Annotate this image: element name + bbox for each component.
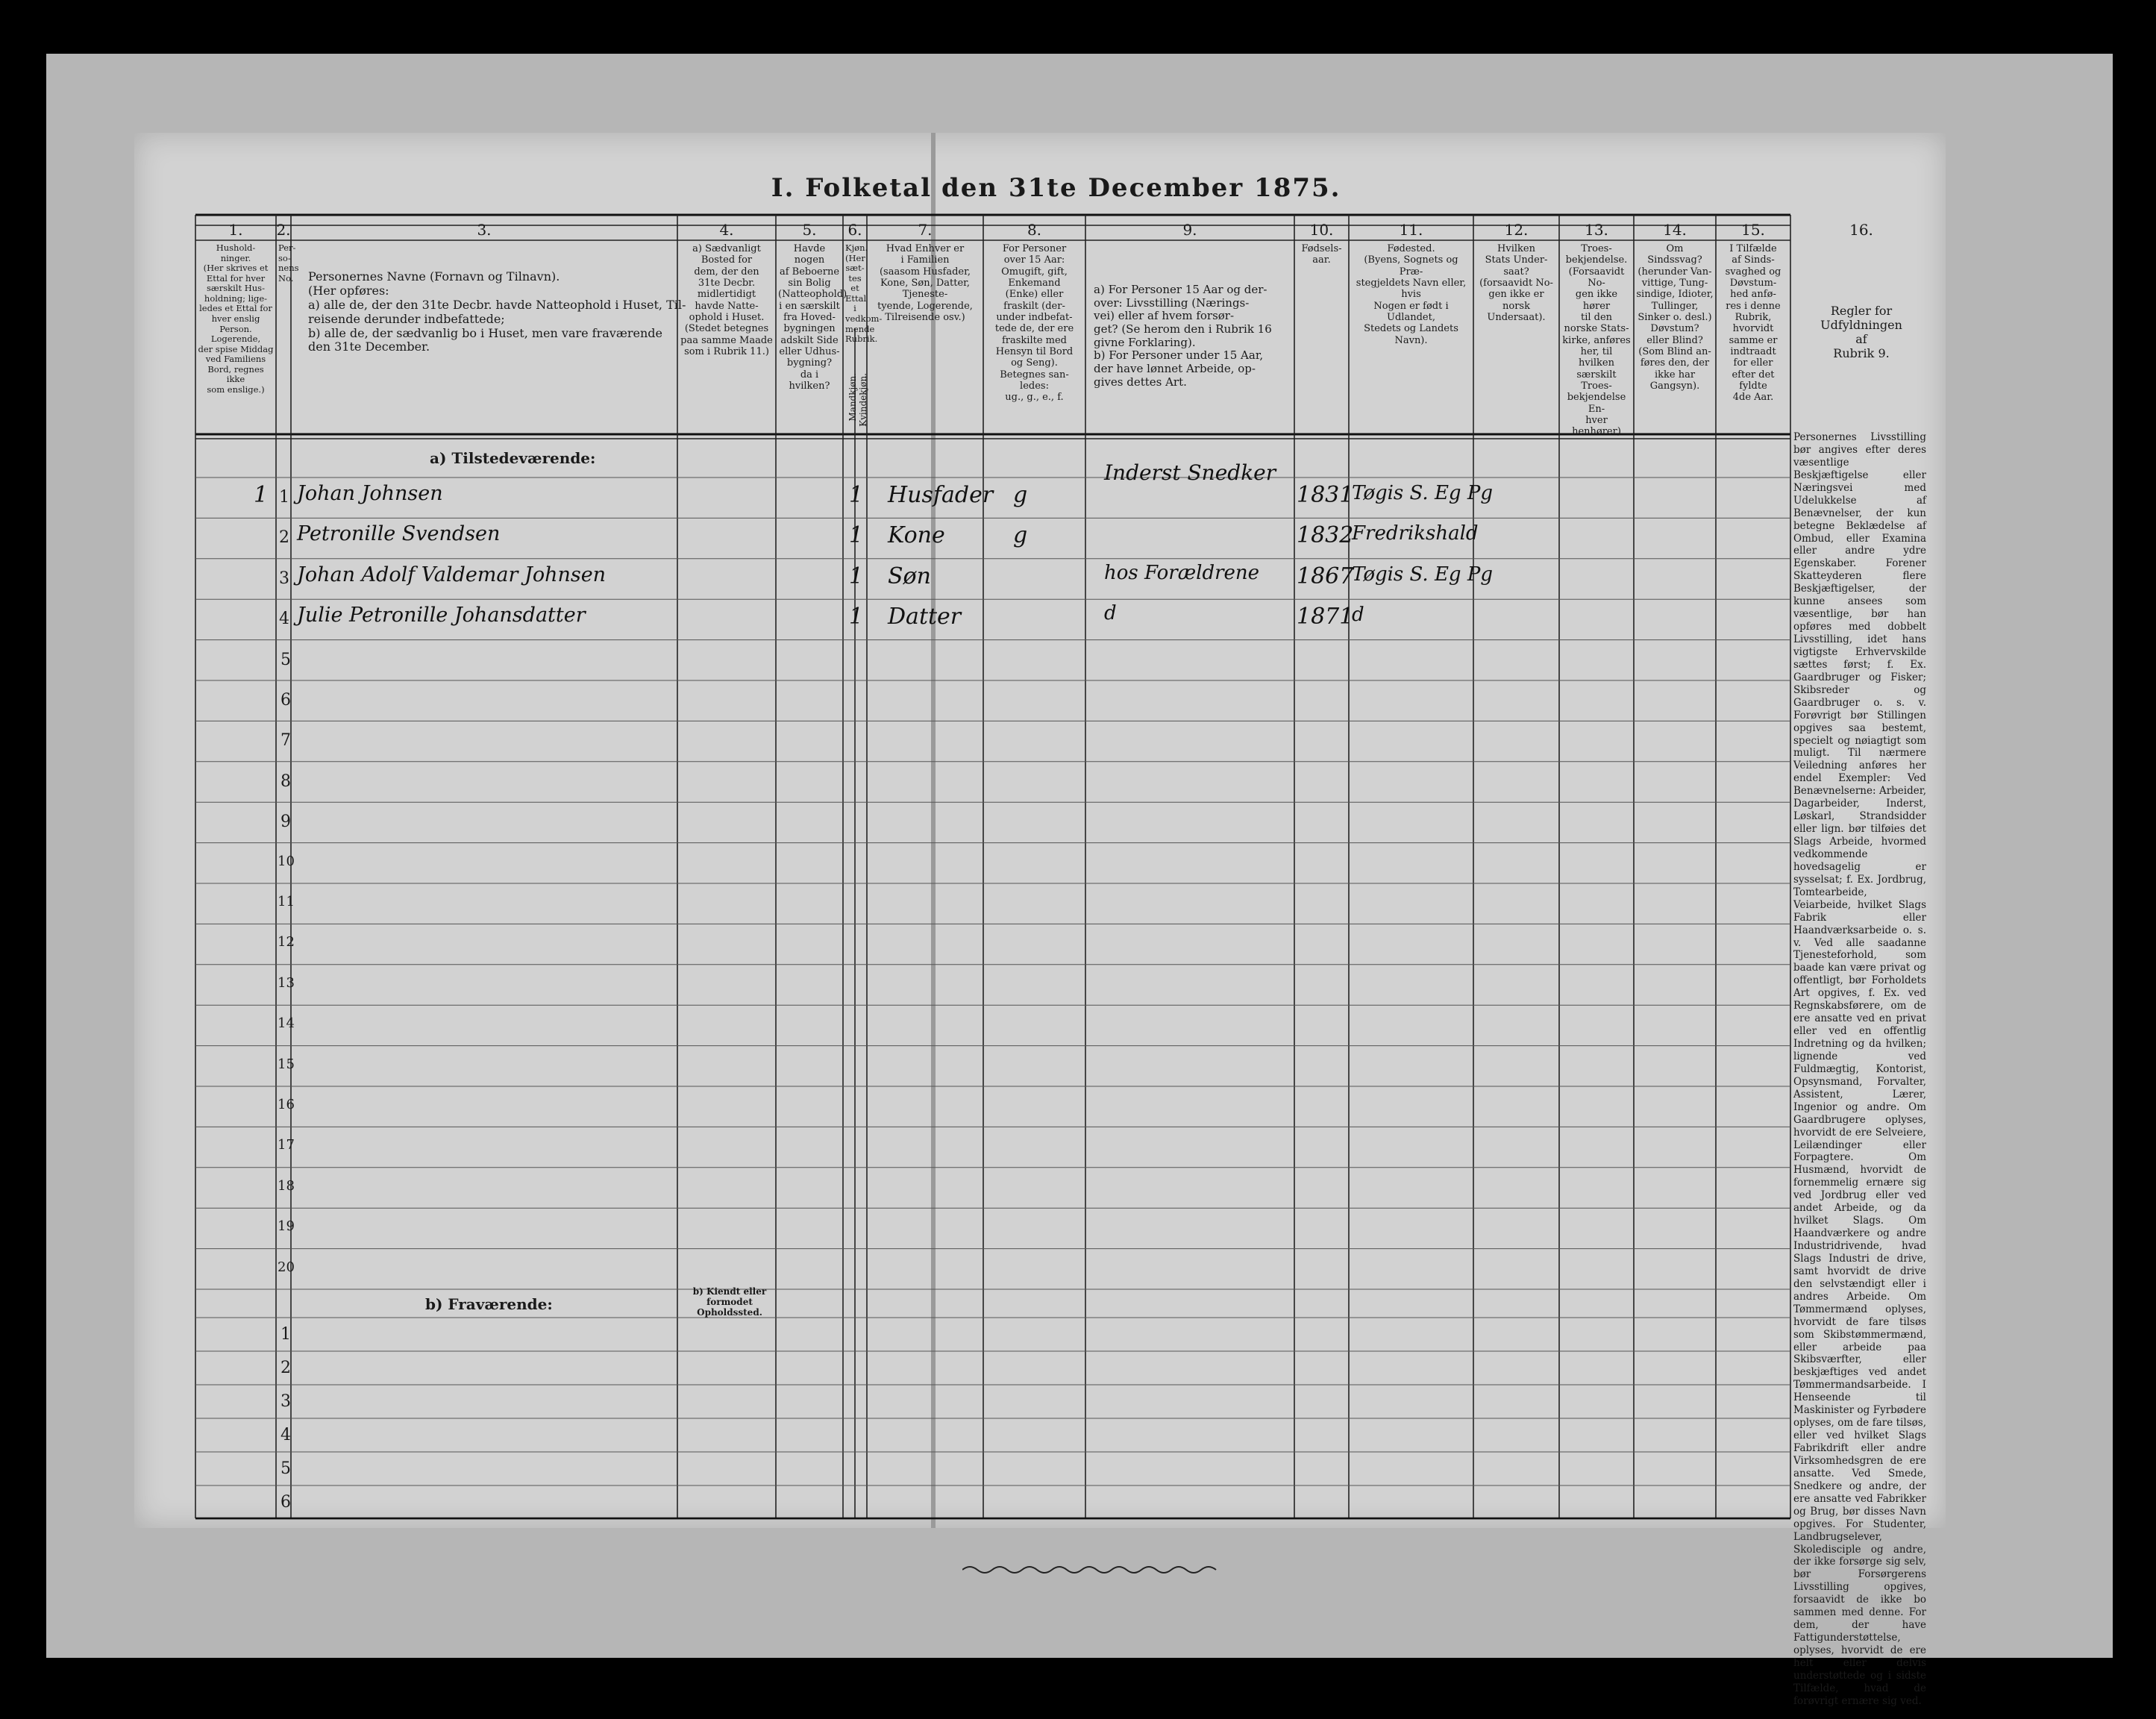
present-section-label: a) Tilstedeværende: bbox=[430, 449, 596, 467]
family-role: Husfader bbox=[888, 482, 994, 508]
family-role: Kone bbox=[888, 522, 945, 549]
occupation: hos Forældrene bbox=[1104, 561, 1260, 584]
kjon-male-label: Mandkjøn. bbox=[847, 373, 858, 422]
column-header-6: Kjøn. (Her sæt- tes et Ettal i vedkom- mende Rubrik. bbox=[845, 242, 883, 345]
row-number: 8 bbox=[281, 771, 291, 791]
row-number: 5 bbox=[281, 650, 291, 669]
row-number: 12 bbox=[278, 934, 295, 951]
household-mark: 1 bbox=[254, 482, 269, 508]
absent-row-number: 4 bbox=[281, 1426, 291, 1444]
row-number: 14 bbox=[278, 1015, 295, 1032]
occupation: Inderst Snedker bbox=[1104, 460, 1276, 485]
row-number: 16 bbox=[278, 1097, 295, 1112]
absent-row-number: 1 bbox=[281, 1325, 291, 1344]
column-number-8: 8. bbox=[1027, 221, 1042, 239]
row-number: 7 bbox=[281, 731, 291, 751]
title-right: den 31te December 1875. bbox=[941, 173, 1341, 203]
birth-year: 1831 bbox=[1297, 482, 1354, 508]
column-number-1: 1. bbox=[228, 221, 243, 239]
row-number: 1 bbox=[279, 488, 289, 507]
absent-row-number: 3 bbox=[281, 1392, 291, 1411]
row-number: 2 bbox=[279, 528, 289, 548]
column-number-3: 3. bbox=[477, 221, 492, 239]
row-number: 9 bbox=[281, 812, 291, 832]
column-number-12: 12. bbox=[1504, 221, 1529, 239]
column-number-9: 9. bbox=[1182, 221, 1197, 239]
column-number-15: 15. bbox=[1741, 221, 1765, 239]
column-header-1: Hushold- ninger. (Her skrives et Ettal for hver særskilt Hus- holdning; lige- ledes et Ettal for hver enslig Person. Logerende, der spise Middag ved Familiens Bord, regnes ikke som enslige.) bbox=[198, 242, 274, 395]
row-number: 15 bbox=[278, 1056, 295, 1072]
title-left: I. Folketal bbox=[771, 173, 932, 203]
civil-status: g bbox=[1013, 482, 1028, 508]
row-number: 3 bbox=[279, 569, 289, 588]
column-header-11: Fødested. (Byens, Sognets og Præ- stegjeldets Navn eller, hvis Nogen er født i Udlandet, Stedets og Landets Navn). bbox=[1356, 243, 1467, 346]
person-name: Johan Johnsen bbox=[297, 482, 443, 505]
absent-row-number: 2 bbox=[281, 1359, 291, 1377]
absent-section-label: b) Fraværende: bbox=[425, 1295, 553, 1313]
row-number: 19 bbox=[278, 1218, 295, 1235]
column-header-14: Om Sindssvag? (herunder Van- vittige, Tung- sindige, Idioter, Tullinger, Sinker o. desl.) Døvstum? eller Blind? (Som Blind an- føres den, der ikke har Gangsyn). bbox=[1636, 243, 1714, 392]
column-header-10: Fødsels- aar. bbox=[1301, 243, 1342, 266]
sex-mark: 1 bbox=[849, 563, 864, 589]
absent-col4-label: b) Kiendt eller formodet Opholdssted. bbox=[692, 1286, 767, 1318]
column-number-5: 5. bbox=[802, 221, 817, 239]
sex-mark: 1 bbox=[849, 604, 864, 630]
person-name: Julie Petronille Johansdatter bbox=[297, 604, 586, 627]
row-number: 4 bbox=[279, 610, 289, 629]
column-header-5: Havde nogen af Beboerne sin Bolig (Natteophold) i en særskilt fra Hoved- bygningen adskilt Side eller Udhus- bygning? da i hvilken? bbox=[778, 243, 847, 392]
row-number: 18 bbox=[278, 1177, 295, 1194]
column-number-16: 16. bbox=[1849, 221, 1873, 239]
column-header-9: a) For Personer 15 Aar og der- over: Livsstilling (Nærings- vei) eller af hvem forsør- get? (Se herom den i Rubrik 16 givne Forklaring). b) For Personer under 15 Aar, der have lønnet Arbeide, op- gives dettes Art. bbox=[1094, 283, 1272, 389]
column-number-7: 7. bbox=[918, 221, 933, 239]
row-number: 11 bbox=[278, 894, 295, 909]
column-header-7: Hvad Enhver er i Familien (saasom Husfader, Kone, Søn, Datter, Tjeneste- tyende, Logerende, Tilreisende osv.) bbox=[877, 243, 973, 323]
instructions-text: Personernes Livsstilling bør angives efter deres væsentlige Beskjæftigelse eller Næringsvei med Udelukkelse af Benævnelser, der kun betegne Beklædelse af Ombud, eller Examina eller andre ydre Egenskaber. Forener Skatteyderen flere Beskjæftigelser, der kunne ansees som væsentlige, bør han opføres med dobbelt Livsstilling, idet hans vigtigste Erhvervskilde sættes først; f. Ex. Gaardbruger og Fisker; Skibsreder og Gaardbruger o. s. v. Forøvrigt bør Stillingen opgives saa bestemt, specielt og nøiagtigt som muligt. Til nærmere Veiledning anføres her endel Exempler: Ved Benævnelserne: Arbeider, Dagarbeider, Inderst, Løskarl, Strandsidder eller lign. bør tilføies det Slags Arbeide, hvormed vedkommende hovedsagelig er sysselsat; f. Ex. Jordbrug, Tomtearbeide, Veiarbeide, hvilket Slags Fabrik eller Haandværksarbeide o. s. v. Ved alle saadanne Tjenesteforhold, som baade kan være privat og offentligt, bør Forholdets Art opgives, f. Ex. ved Regnskabsførere, om de ere ansatte ved en privat eller ved en offentlig Indretning og da hvilken; lignende ved Fuldmægtig, Kontorist, Opsynsmand, Forvalter, Assistent, Lærer, Ingenior og andre. Om Gaardbrugere oplyses, hvorvidt de ere Selveiere, Leilændinger eller Forpagtere. Om Husmænd, hvorvidt de fornemmelig ernære sig ved Jordbrug eller ved andet Arbeide, og da hvilket Slags. Om Haandværkere og andre Industridrivende, hvad Slags Industri de drive, samt hvorvidt de drive den selvstændigt eller i andres Arbeide. Om Tømmermænd oplyses, hvorvidt de fare tilsøs som Skibstømmermænd, eller arbeide paa Skibsværfter, eller beskjæftiges ved andet Tømmermandsarbeide. I Henseende til Maskinister og Fyrbødere oplyses, om de fare tilsøs, eller ved hvilket Slags Fabrikdrift eller andre Virksomhedsgren de ere ansatte. Ved Smede, Snedkere og andre, der ere ansatte ved Fabrikker og Brug, bør disses Navn opgives. For Studenter, Landbrugselever, Skoledisciple og andre, der ikke forsørge sig selv, bør Forsørgerens Livsstilling opgives, forsaavidt de ikke bo sammen med denne. For dem, der have Fattigunderstøttelse, oplyses, hvorvidt de ere helt eller delvis understøttede og i sidste Tilfælde, hvad de forøvrigt ernære sig ved. bbox=[1793, 431, 1926, 1707]
column-header-2: Per- so- nens No. bbox=[278, 242, 299, 284]
column-number-14: 14. bbox=[1663, 221, 1687, 239]
column-header-8: For Personer over 15 Aar: Omugift, gift, Enkemand (Enke) eller fraskilt (der- under indbefat- tede de, der ere fraskilte med Hensyn til Bord og Seng). Betegnes san- ledes: ug., g., e., f. bbox=[994, 243, 1074, 404]
birthplace: d bbox=[1352, 604, 1364, 627]
birthplace: Tøgis S. Eg Pg bbox=[1352, 563, 1493, 586]
kjon-female-label: Kvindekjøn. bbox=[858, 373, 868, 427]
column-header-4: a) Sædvanligt Bosted for dem, der den 31te Decbr. midlertidigt havde Natte- ophold i Huset. (Stedet betegnes paa samme Maade som i Rubrik 11.) bbox=[680, 243, 773, 357]
column-header-16: Regler for Udfyldningen af Rubrik 9. bbox=[1820, 304, 1902, 360]
occupation: d bbox=[1104, 602, 1117, 625]
birth-year: 1867 bbox=[1297, 563, 1354, 589]
column-header-3: Personernes Navne (Fornavn og Tilnavn). (Her opføres: a) alle de, der den 31te Decbr. havde Natteophold i Huset, Til- reisende derunder indbefattede; b) alle de, der sædvanlig bo i Huset, men vare fraværende den 31te December. bbox=[308, 269, 686, 354]
column-number-13: 13. bbox=[1585, 221, 1608, 239]
column-header-12: Hvilken Stats Under- saat? (forsaavidt No- gen ikke er norsk Undersaat). bbox=[1479, 243, 1553, 323]
bottom-scribble bbox=[962, 1564, 1223, 1574]
birth-year: 1832 bbox=[1297, 522, 1354, 549]
family-role: Søn bbox=[888, 563, 931, 589]
sex-mark: 1 bbox=[849, 482, 864, 508]
absent-row-number: 5 bbox=[281, 1459, 291, 1478]
birthplace: Fredrikshald bbox=[1352, 522, 1479, 545]
birth-year: 1871 bbox=[1297, 604, 1354, 630]
column-number-11: 11. bbox=[1399, 221, 1423, 239]
column-number-4: 4. bbox=[719, 221, 734, 239]
civil-status: g bbox=[1013, 522, 1028, 549]
absent-row-number: 6 bbox=[281, 1493, 291, 1512]
sex-mark: 1 bbox=[849, 522, 864, 549]
row-number: 20 bbox=[278, 1259, 295, 1275]
column-number-2: 2. bbox=[276, 221, 291, 239]
column-number-6: 6. bbox=[847, 221, 862, 239]
row-number: 13 bbox=[278, 974, 295, 991]
birthplace: Tøgis S. Eg Pg bbox=[1352, 482, 1493, 504]
row-number: 17 bbox=[278, 1137, 295, 1153]
row-number: 6 bbox=[281, 691, 291, 710]
column-header-15: I Tilfælde af Sinds- svaghed og Døvstum- hed anfø- res i denne Rubrik, hvorvidt samme er indtraadt for eller efter det fyldte 4de Aar. bbox=[1725, 243, 1781, 404]
family-role: Datter bbox=[888, 604, 962, 630]
column-header-13: Troes- bekjendelse. (Forsaavidt No- gen ikke hører til den norske Stats- kirke, anføres her, til hvilken særskilt Troes- bekjendelse En- hver henhører) bbox=[1562, 243, 1631, 438]
person-name: Petronille Svendsen bbox=[297, 522, 501, 546]
person-name: Johan Adolf Valdemar Johnsen bbox=[297, 563, 607, 586]
row-number: 10 bbox=[278, 853, 295, 869]
column-number-10: 10. bbox=[1309, 221, 1334, 239]
